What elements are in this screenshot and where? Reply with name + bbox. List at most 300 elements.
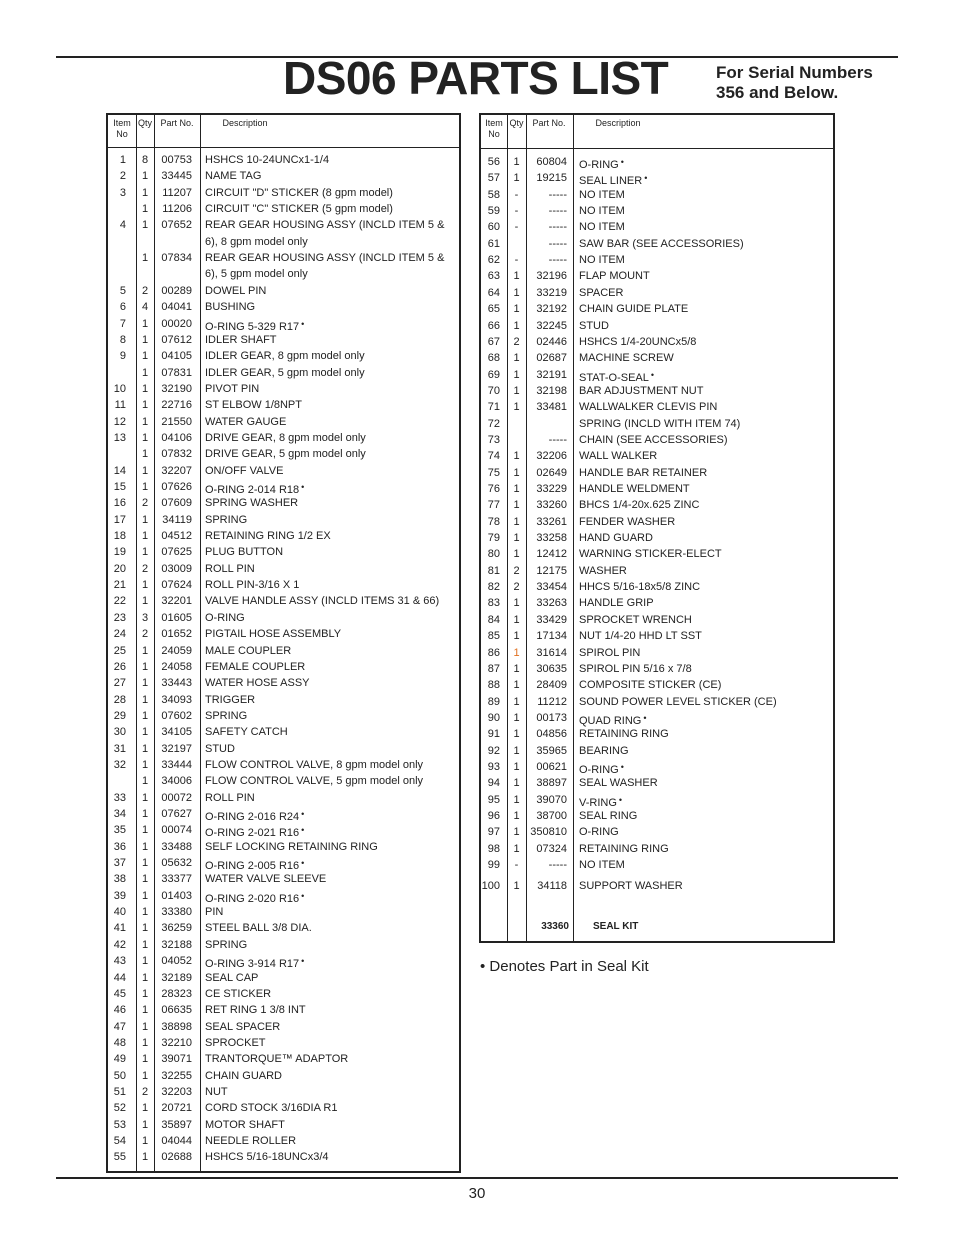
cell-item: 9 [119, 350, 126, 363]
table-row [108, 724, 459, 740]
cell-part: 04512 [161, 530, 192, 543]
cell-desc: NO ITEM [579, 221, 625, 234]
cell-part: 38897 [536, 777, 567, 790]
table-row [108, 920, 459, 936]
cell-part: 32196 [536, 270, 567, 283]
page-title: DS06 PARTS LIST [283, 52, 669, 104]
cell-desc: DOWEL PIN [205, 284, 267, 297]
cell-qty: 1 [141, 955, 149, 968]
cell-qty: 1 [513, 466, 520, 479]
cell-desc: RETAINING RING [579, 728, 669, 741]
table-row [108, 610, 459, 626]
cell-item: 86 [487, 646, 500, 659]
table-row [108, 888, 459, 904]
header-item-no: Item No [113, 118, 131, 139]
cell-desc: PIVOT PIN [205, 382, 260, 395]
cell-desc: NO ITEM [579, 254, 625, 267]
cell-part: 03009 [161, 562, 192, 575]
seal-kit-dot-icon: • [650, 369, 655, 380]
cell-part: 28323 [161, 987, 192, 1000]
cell-qty: 2 [513, 564, 520, 577]
seal-kit-dot-icon: • [620, 157, 624, 167]
cell-part: 33260 [536, 499, 567, 512]
cell-part: 34093 [161, 693, 192, 706]
cell-item: 68 [487, 352, 500, 365]
cell-desc: SAW BAR (SEE ACCESSORIES) [579, 237, 744, 250]
cell-desc: O-RING 5-329 R17 • [205, 318, 305, 333]
cell-desc: WASHER [579, 564, 627, 577]
cell-part: 32189 [161, 971, 192, 984]
cell-desc: HAND GUARD [579, 532, 653, 545]
cell-qty: 1 [513, 548, 520, 561]
cell-item: 76 [487, 483, 500, 495]
cell-qty: 1 [141, 415, 149, 428]
parts-table-right [479, 113, 835, 943]
cell-desc: CIRCUIT "D" STICKER (8 gpm model) [205, 186, 393, 199]
cell-desc: CHAIN GUARD [205, 1069, 283, 1082]
cell-qty: 1 [141, 1118, 149, 1131]
page-subtitle [716, 63, 873, 102]
cell-item: 96 [487, 810, 500, 822]
cell-item: 58 [487, 188, 500, 201]
cell-desc: O-RING 2-021 R16 • [205, 825, 305, 840]
cell-part: 32206 [536, 450, 567, 463]
cell-desc: SPACER [579, 286, 624, 299]
cell-item: 2 [119, 170, 126, 183]
cell-qty: 1 [141, 448, 149, 461]
cell-item: 20 [113, 562, 126, 575]
cell-part: ----- [548, 221, 567, 234]
seal-kit-dot-icon: • [301, 318, 305, 329]
cell-part: 33377 [161, 873, 192, 886]
cell-desc: STUD [579, 319, 609, 332]
cell-item: 53 [113, 1118, 126, 1131]
cell-qty: 1 [141, 922, 149, 935]
cell-desc: NO ITEM [579, 205, 625, 218]
cell-part: 00072 [161, 791, 192, 804]
seal-kit-dot-icon: • [643, 712, 647, 723]
cell-qty: 4 [141, 301, 149, 314]
cell-desc: V-RING • [579, 794, 623, 809]
cell-qty: - [514, 188, 519, 201]
table-row [481, 775, 833, 791]
cell-item: 45 [113, 987, 126, 1000]
cell-desc: IDLER SHAFT [205, 333, 277, 346]
cell-item: 16 [113, 497, 126, 510]
cell-desc: DRIVE GEAR, 5 gpm model only [205, 448, 366, 461]
cell-qty: 1 [141, 595, 149, 608]
cell-item: 80 [487, 548, 500, 561]
cell-desc: NEEDLE ROLLER [205, 1135, 297, 1147]
cell-qty: 1 [513, 532, 520, 545]
cell-desc: STUD [205, 742, 235, 755]
cell-qty: 1 [141, 677, 149, 690]
table-row [108, 299, 459, 315]
cell-part: 02688 [161, 1151, 192, 1164]
cell-desc: PIGTAIL HOSE ASSEMBLY [205, 628, 342, 641]
table-row [481, 661, 833, 677]
page-number: 30 [468, 1185, 486, 1202]
cell-part: 32255 [161, 1069, 192, 1082]
cell-part: 22716 [161, 399, 192, 412]
cell-qty: 1 [513, 630, 520, 643]
header-item-no: Item No [485, 118, 503, 139]
cell-part: 00074 [161, 824, 192, 837]
subtitle-line-2: 356 and Below. [716, 82, 839, 102]
cell-desc: HHCS 5/16-18x5/8 ZINC [579, 581, 701, 594]
cell-item: 70 [487, 384, 500, 397]
cell-part: 11212 [537, 695, 567, 708]
cell-part: 17134 [536, 630, 567, 643]
cell-desc: 6), 8 gpm model only [205, 235, 308, 248]
cell-qty: 1 [141, 987, 149, 1000]
table-row [108, 986, 459, 1002]
cell-desc: SPIROL PIN [579, 646, 641, 659]
cell-qty: 1 [513, 728, 520, 741]
cell-desc: TRANTORQUE™ ADAPTOR [205, 1053, 349, 1066]
cell-desc: ROLL PIN-3/16 X 1 [205, 579, 300, 592]
cell-desc: BHCS 1/4-20x.625 ZINC [579, 499, 700, 512]
cell-part: 07832 [161, 448, 192, 461]
cell-qty: - [514, 205, 519, 218]
table-row [108, 217, 459, 233]
cell-qty: 1 [141, 1135, 149, 1147]
cell-desc: NUT [205, 1085, 228, 1098]
cell-item: 83 [487, 597, 500, 610]
cell-qty: 1 [141, 775, 149, 788]
cell-item: 47 [113, 1020, 126, 1033]
cell-item: 57 [487, 172, 500, 185]
cell-item: 3 [119, 186, 126, 199]
cell-item: 56 [487, 156, 500, 168]
cell-desc: ST ELBOW 1/8NPT [205, 399, 302, 412]
cell-desc: NUT 1/4-20 HHD LT SST [579, 630, 702, 643]
cell-part: 32188 [161, 938, 192, 951]
cell-qty: 2 [141, 562, 149, 575]
cell-item: 30 [113, 726, 126, 739]
seal-kit-dot-icon: • [644, 173, 648, 184]
table-row [481, 645, 833, 661]
table-row [108, 741, 459, 757]
cell-item: 59 [487, 205, 500, 218]
cell-item: 62 [487, 254, 500, 267]
cell-item: 22 [113, 595, 126, 608]
cell-desc: O-RING 2-016 R24 • [205, 809, 305, 823]
cell-part: 33481 [536, 401, 567, 414]
cell-desc: MACHINE SCREW [579, 352, 674, 365]
table-row [108, 773, 459, 789]
cell-qty: 1 [513, 156, 520, 168]
cell-part: 07624 [161, 579, 192, 592]
table-row [108, 1035, 459, 1051]
cell-desc: HSHCS 1/4-20UNCx5/8 [579, 335, 697, 348]
cell-item: 75 [487, 466, 500, 479]
cell-part: 11207 [162, 186, 192, 199]
cell-qty: 2 [141, 497, 149, 510]
cell-item: 74 [487, 450, 500, 463]
cell-qty: 1 [513, 744, 520, 757]
cell-part: 33429 [536, 613, 567, 626]
cell-item: 60 [487, 221, 500, 234]
cell-qty: 1 [141, 399, 149, 412]
cell-desc: IDLER GEAR, 5 gpm model only [205, 366, 365, 379]
table-row [108, 152, 459, 168]
cell-item: 7 [119, 317, 126, 330]
cell-part: 60804 [536, 156, 567, 168]
cell-qty: 1 [141, 170, 149, 183]
cell-part: 32198 [536, 384, 567, 397]
cell-desc: BUSHING [205, 301, 256, 314]
cell-desc: ROLL PIN [205, 791, 255, 804]
cell-item: 23 [113, 611, 126, 624]
cell-qty: 1 [513, 695, 520, 708]
cell-desc: QUAD RING • [579, 712, 647, 727]
cell-item: 61 [487, 237, 500, 250]
table-row [108, 839, 459, 855]
cell-qty: 1 [513, 368, 520, 381]
cell-qty: 1 [141, 546, 149, 559]
cell-item: 71 [487, 401, 500, 414]
cell-item: 41 [113, 922, 126, 935]
cell-item: 17 [113, 513, 126, 526]
cell-item: 25 [113, 644, 126, 657]
table-row [108, 332, 459, 348]
table-row [481, 743, 833, 759]
cell-qty: 1 [513, 319, 520, 332]
cell-item: 67 [487, 335, 500, 348]
cell-qty: 1 [513, 777, 520, 790]
cell-desc: BAR ADJUSTMENT NUT [579, 384, 704, 397]
cell-part: 30635 [536, 662, 567, 675]
cell-qty: 1 [141, 382, 149, 395]
cell-item: 26 [113, 660, 126, 673]
cell-qty: 1 [513, 711, 520, 724]
cell-part: 00753 [161, 154, 192, 166]
cell-qty: 1 [141, 709, 149, 722]
table-row [481, 612, 833, 628]
table-row [108, 479, 459, 495]
table-row [108, 1019, 459, 1035]
table-row [481, 367, 833, 383]
table-row [108, 675, 459, 691]
table-row [481, 857, 833, 873]
cell-qty: 1 [141, 840, 149, 853]
cell-qty: 1 [141, 971, 149, 984]
table-row [108, 185, 459, 201]
table-row [481, 154, 833, 170]
cell-item: 37 [113, 857, 126, 870]
cell-item: 78 [487, 515, 500, 528]
seal-kit-dot-icon: • [620, 761, 624, 772]
cell-item: 100 [481, 880, 500, 893]
cell-desc: FLOW CONTROL VALVE, 5 gpm model only [205, 775, 424, 788]
cell-desc: CIRCUIT "C" STICKER (5 gpm model) [205, 203, 393, 216]
table-row [481, 514, 833, 530]
cell-item: 99 [487, 859, 500, 872]
cell-item: 38 [113, 873, 126, 886]
table-row [108, 593, 459, 609]
cell-item: 93 [487, 760, 500, 773]
cell-desc: FENDER WASHER [579, 515, 676, 528]
cell-qty: 1 [513, 303, 520, 316]
table-row [108, 495, 459, 511]
cell-desc: RET RING 1 3/8 INT [205, 1004, 306, 1017]
table-row [481, 841, 833, 857]
cell-part: 00020 [161, 317, 192, 330]
table-row [108, 855, 459, 871]
cell-part: 38700 [536, 810, 567, 822]
cell-part: 02687 [536, 352, 567, 365]
cell-item: 32 [113, 758, 126, 771]
cell-part: 04105 [161, 350, 192, 363]
cell-item: 33 [113, 791, 126, 804]
cell-qty: 1 [513, 880, 520, 893]
cell-qty: 1 [141, 644, 149, 657]
cell-desc: HANDLE BAR RETAINER [579, 466, 708, 479]
cell-part: 33444 [161, 758, 192, 771]
cell-desc: CHAIN (SEE ACCESSORIES) [579, 433, 728, 446]
cell-qty: 1 [513, 515, 520, 528]
cell-qty: - [514, 254, 519, 267]
cell-item: 95 [487, 793, 500, 806]
table-row [108, 544, 459, 560]
table-row [108, 577, 459, 593]
cell-qty: 3 [141, 611, 149, 624]
cell-item: 77 [487, 499, 500, 512]
header-description: Description [222, 118, 268, 128]
table-row [108, 1117, 459, 1133]
table-row [481, 546, 833, 562]
cell-qty: 1 [513, 401, 520, 414]
cell-desc: MALE COUPLER [205, 644, 292, 657]
cell-part: 32197 [161, 742, 192, 755]
bottom-rule [56, 1177, 898, 1179]
table-row [108, 446, 459, 462]
cell-item: 69 [487, 368, 500, 381]
cell-part: 07609 [161, 497, 192, 510]
cell-desc: FLOW CONTROL VALVE, 8 gpm model only [205, 758, 424, 771]
cell-qty: 1 [513, 793, 520, 806]
cell-part: 02446 [536, 335, 567, 348]
table-row [481, 726, 833, 742]
cell-qty: 1 [141, 824, 149, 837]
cell-part: 34119 [162, 513, 192, 526]
cell-desc: FEMALE COUPLER [205, 660, 306, 673]
cell-desc: MOTOR SHAFT [205, 1118, 285, 1131]
cell-desc: O-RING [205, 611, 245, 624]
cell-desc: STAT-O-SEAL • [579, 369, 655, 384]
cell-desc: CORD STOCK 3/16DIA R1 [205, 1102, 338, 1115]
cell-qty: 1 [141, 579, 149, 592]
table-row [108, 708, 459, 724]
cell-item: 73 [487, 433, 500, 446]
cell-desc: HSHCS 5/16-18UNCx3/4 [205, 1151, 329, 1164]
cell-part: 07324 [536, 842, 567, 855]
cell-desc: SPRING (INCLD WITH ITEM 74) [579, 417, 741, 430]
table-row [108, 397, 459, 413]
table-row [108, 365, 459, 381]
cell-item: 46 [113, 1004, 126, 1017]
table-row [108, 528, 459, 544]
table-row [481, 187, 833, 203]
cell-part: 33258 [536, 532, 567, 545]
cell-part: 39070 [536, 793, 567, 806]
table-row [481, 694, 833, 710]
cell-desc: SELF LOCKING RETAINING RING [205, 840, 378, 853]
cell-qty: 1 [513, 483, 520, 495]
cell-qty: 1 [141, 481, 149, 493]
cell-qty: 1 [513, 679, 520, 692]
cell-qty: 2 [141, 628, 149, 641]
table-row [108, 1002, 459, 1018]
cell-qty: 1 [513, 270, 520, 283]
table-row [481, 677, 833, 693]
cell-item: 66 [487, 319, 500, 332]
cell-part: 11206 [162, 203, 192, 216]
cell-desc: DRIVE GEAR, 8 gpm model only [205, 431, 366, 444]
table-row [481, 399, 833, 415]
cell-item: 64 [487, 286, 500, 299]
cell-part: 33443 [161, 677, 192, 690]
cell-qty: 1 [141, 333, 149, 346]
table-row [108, 904, 459, 920]
cell-part: 32245 [536, 319, 567, 332]
cell-qty: 1 [141, 1151, 149, 1164]
table-row [108, 937, 459, 953]
cell-item: 12 [113, 415, 126, 428]
table-row [481, 318, 833, 334]
cell-qty: 1 [513, 384, 520, 397]
table-row [481, 416, 833, 432]
cell-qty: - [514, 221, 519, 234]
table-row [108, 463, 459, 479]
cell-desc: O-RING 2-014 R18 • [205, 482, 305, 496]
cell-desc: COMPOSITE STICKER (CE) [579, 679, 722, 692]
cell-desc: IDLER GEAR, 8 gpm model only [205, 350, 365, 363]
cell-part: 00173 [536, 711, 567, 724]
cell-part: 07831 [161, 366, 192, 379]
cell-item: 51 [113, 1085, 126, 1098]
table-row [481, 432, 833, 448]
cell-qty: 1 [513, 760, 520, 773]
cell-item: 27 [113, 677, 126, 690]
table-row [108, 512, 459, 528]
cell-desc: VALVE HANDLE ASSY (INCLD ITEMS 31 & 66) [205, 595, 440, 608]
cell-part: 32190 [161, 382, 192, 395]
cell-item: 13 [113, 431, 126, 444]
cell-item: 29 [113, 709, 126, 722]
table-row [481, 497, 833, 513]
cell-desc: SEAL CAP [205, 971, 259, 984]
header-part-no: Part No. [160, 118, 194, 128]
cell-part: 33219 [536, 286, 567, 299]
cell-desc: SUPPORT WASHER [579, 880, 683, 893]
table-row [481, 301, 833, 317]
cell-part: 36259 [161, 922, 192, 935]
cell-qty: 1 [141, 742, 149, 755]
cell-part: 33380 [161, 906, 192, 919]
cell-desc: PLUG BUTTON [205, 546, 284, 559]
cell-part: 35965 [536, 744, 567, 757]
table-row [108, 626, 459, 642]
cell-desc: NAME TAG [205, 170, 262, 183]
cell-desc: O-RING 2-020 R16 • [205, 890, 305, 905]
cell-desc: WALLWALKER CLEVIS PIN [579, 401, 718, 414]
cell-part: 00289 [161, 284, 192, 297]
cell-desc: SPRING [205, 709, 248, 722]
cell-qty: 2 [141, 1085, 149, 1098]
cell-item: 87 [487, 662, 500, 675]
